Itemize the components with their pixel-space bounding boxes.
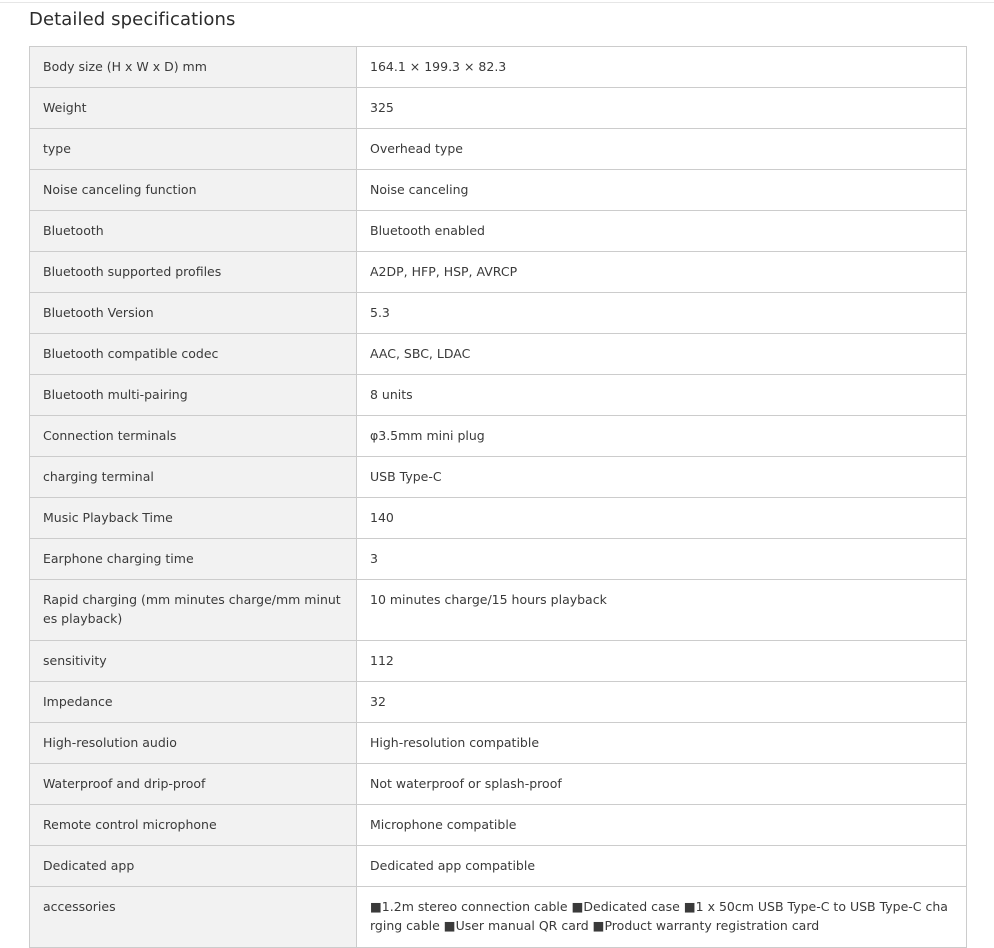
table-row — [30, 887, 967, 948]
spec-value: Bluetooth enabled — [357, 211, 967, 252]
spec-label: Earphone charging time — [30, 539, 357, 580]
spec-value: 5.3 — [357, 293, 967, 334]
spec-label: Bluetooth multi-pairing — [30, 375, 357, 416]
spec-label: charging terminal — [30, 457, 357, 498]
spec-label: Body size (H x W x D) mm — [30, 47, 357, 88]
table-row — [30, 129, 967, 170]
table-row — [30, 457, 967, 498]
spec-value: High-resolution compatible — [357, 723, 967, 764]
spec-label: Noise canceling function — [30, 170, 357, 211]
table-row — [30, 846, 967, 887]
spec-label: High-resolution audio — [30, 723, 357, 764]
spec-label: Bluetooth Version — [30, 293, 357, 334]
table-row — [30, 47, 967, 88]
table-row — [30, 764, 967, 805]
spec-table — [29, 46, 967, 948]
spec-value: Overhead type — [357, 129, 967, 170]
spec-label: sensitivity — [30, 641, 357, 682]
spec-value: A2DP, HFP, HSP, AVRCP — [357, 252, 967, 293]
spec-label: Waterproof and drip-proof — [30, 764, 357, 805]
table-row — [30, 539, 967, 580]
table-row — [30, 211, 967, 252]
spec-label: Connection terminals — [30, 416, 357, 457]
top-divider — [0, 2, 994, 3]
table-row — [30, 88, 967, 129]
spec-label: accessories — [30, 887, 357, 948]
spec-value: Dedicated app compatible — [357, 846, 967, 887]
spec-label: Dedicated app — [30, 846, 357, 887]
spec-value: Microphone compatible — [357, 805, 967, 846]
spec-label: Remote control microphone — [30, 805, 357, 846]
spec-value: 10 minutes charge/15 hours playback — [357, 580, 967, 641]
spec-value: USB Type-C — [357, 457, 967, 498]
spec-label: Music Playback Time — [30, 498, 357, 539]
spec-value: Not waterproof or splash-proof — [357, 764, 967, 805]
table-row — [30, 293, 967, 334]
spec-label: Bluetooth — [30, 211, 357, 252]
spec-value: 112 — [357, 641, 967, 682]
spec-value: 325 — [357, 88, 967, 129]
table-row — [30, 375, 967, 416]
spec-value: AAC, SBC, LDAC — [357, 334, 967, 375]
spec-value: 3 — [357, 539, 967, 580]
spec-value: 32 — [357, 682, 967, 723]
spec-value: 8 units — [357, 375, 967, 416]
spec-value: φ3.5mm mini plug — [357, 416, 967, 457]
spec-label: Bluetooth compatible codec — [30, 334, 357, 375]
spec-label: type — [30, 129, 357, 170]
spec-label: Rapid charging (mm minutes charge/mm minutes playback) — [30, 580, 357, 641]
spec-value: 164.1 × 199.3 × 82.3 — [357, 47, 967, 88]
spec-value: Noise canceling — [357, 170, 967, 211]
page-title: Detailed specifications — [29, 9, 236, 30]
table-row — [30, 498, 967, 539]
table-row — [30, 805, 967, 846]
table-row — [30, 723, 967, 764]
spec-label: Impedance — [30, 682, 357, 723]
table-row — [30, 641, 967, 682]
spec-label: Bluetooth supported profiles — [30, 252, 357, 293]
table-row — [30, 334, 967, 375]
table-row — [30, 170, 967, 211]
spec-value: ■1.2m stereo connection cable ■Dedicated case ■1 x 50cm USB Type-C to USB Type-C charging cable ■User manual QR card ■Product warranty registration card — [357, 887, 967, 948]
spec-value: 140 — [357, 498, 967, 539]
table-row — [30, 580, 967, 641]
table-row — [30, 252, 967, 293]
table-row — [30, 682, 967, 723]
table-row — [30, 416, 967, 457]
spec-label: Weight — [30, 88, 357, 129]
